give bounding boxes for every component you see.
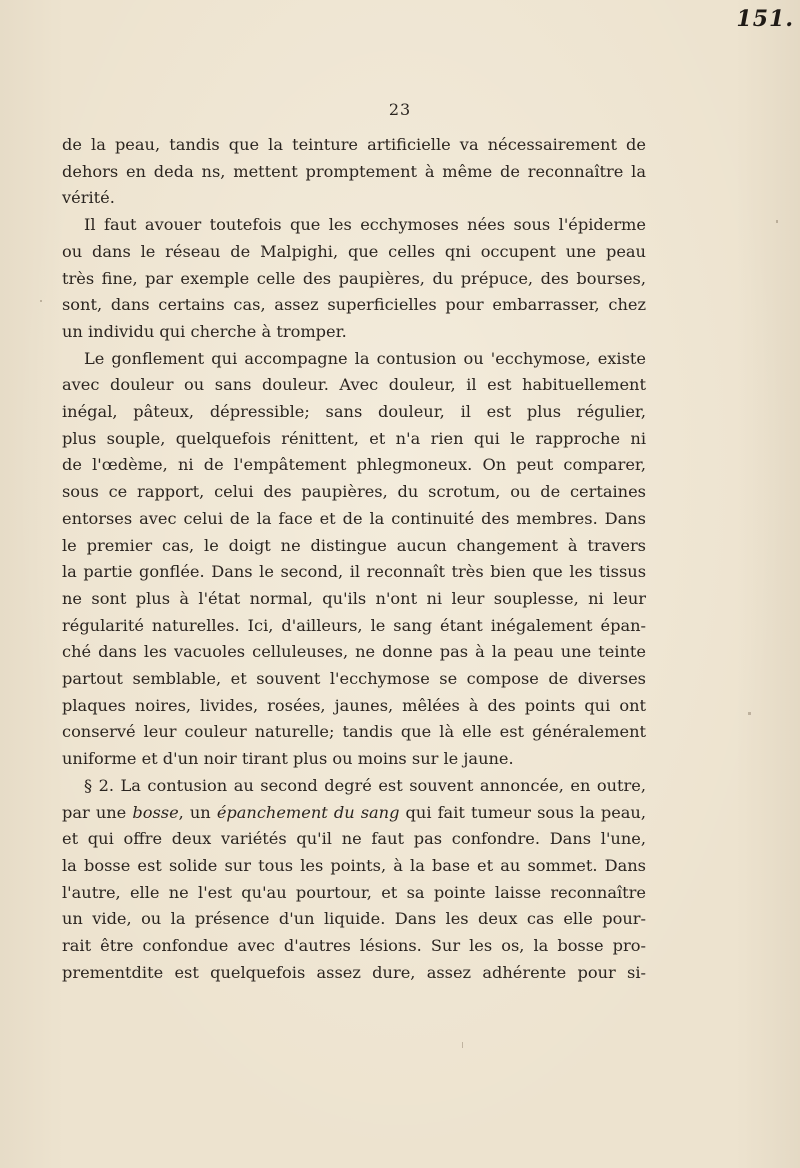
text-fragment: , un (178, 802, 217, 822)
body-text (62, 132, 646, 987)
text-line: plus souple, quelquefois rénittent, et n'a rien qui le rapproche ni (62, 428, 646, 448)
text-line: la partie gonflée. Dans le second, il reconnaît très bien que les tissus (62, 562, 646, 582)
section-paragraph-first-line: § 2. La contusion au second degré est souvent annoncée, en outre, (84, 775, 646, 795)
text-line: conservé leur couleur naturelle; tandis que là elle est généralement (62, 722, 646, 742)
paper-speck (40, 300, 42, 302)
text-line: et qui offre deux variétés qu'il ne faut pas confondre. Dans l'une, (62, 829, 646, 849)
emphasis-bosse: bosse (132, 802, 179, 822)
text-line: ou dans le réseau de Malpighi, que celles qni occupent une peau (62, 241, 646, 261)
text-line: ne sont plus à l'état normal, qu'ils n'ont ni leur souplesse, ni leur (62, 588, 646, 608)
text-line: de l'œdème, ni de l'empâtement phlegmoneux. On peut comparer, (62, 455, 646, 475)
text-line: sont, dans certains cas, assez superficielles pour embarrasser, chez (62, 295, 646, 315)
text-line: la bosse est solide sur tous les points, à la base et au sommet. Dans (62, 855, 646, 875)
text-fragment: par une (62, 802, 133, 822)
text-line: régularité naturelles. Ici, d'ailleurs, le sang étant inégalement épan- (62, 615, 646, 635)
text-line: un individu qui cherche à tromper. (62, 321, 347, 341)
paper-speck (462, 1042, 463, 1048)
text-line: l'autre, elle ne l'est qu'au pourtour, et sa pointe laisse reconnaître (62, 882, 646, 902)
paragraph-first-line: Il faut avouer toutefois que les ecchymoses nées sous l'épiderme (84, 215, 646, 235)
text-line: partout semblable, et souvent l'ecchymose se compose de diverses (62, 669, 646, 689)
text-line: avec douleur ou sans douleur. Avec douleur, il est habituellement (62, 375, 646, 395)
text-line: très fine, par exemple celle des paupières, du prépuce, des bourses, (62, 268, 646, 288)
text-line: entorses avec celui de la face et de la continuité des membres. Dans (62, 508, 646, 528)
text-line: prementdite est quelquefois assez dure, assez adhérente pour si- (62, 962, 646, 982)
handwritten-folio-number: 151. (736, 6, 794, 32)
text-line: inégal, pâteux, dépressible; sans douleur, il est plus régulier, (62, 402, 646, 422)
paper-speck (776, 220, 778, 223)
text-fragment: qui fait tumeur sous la peau, (399, 802, 646, 822)
text-line: plaques noires, livides, rosées, jaunes, mêlées à des points qui ont (62, 695, 646, 715)
text-line: un vide, ou la présence d'un liquide. Dans les deux cas elle pour- (62, 909, 646, 929)
page-number: 23 (388, 100, 412, 119)
text-line: dehors en deda ns, mettent promptement à même de reconnaître la (62, 161, 646, 181)
text-line: uniforme et d'un noir tirant plus ou moins sur le jaune. (62, 749, 514, 769)
text-line-with-emphasis (62, 800, 646, 827)
text-line: rait être confondue avec d'autres lésions. Sur les os, la bosse pro- (62, 936, 646, 956)
text-line: le premier cas, le doigt ne distingue aucun changement à travers (62, 535, 646, 555)
text-line: ché dans les vacuoles celluleuses, ne donne pas à la peau une teinte (62, 642, 646, 662)
text-line: sous ce rapport, celui des paupières, du scrotum, ou de certaines (62, 482, 646, 502)
text-line: vérité. (62, 188, 115, 208)
paper-speck (748, 712, 751, 715)
paragraph-first-line: Le gonflement qui accompagne la contusion ou 'ecchymose, existe (84, 348, 646, 368)
text-line: de la peau, tandis que la teinture artificielle va nécessairement de (62, 135, 646, 154)
emphasis-epanchement: épanchement du sang (216, 802, 400, 822)
